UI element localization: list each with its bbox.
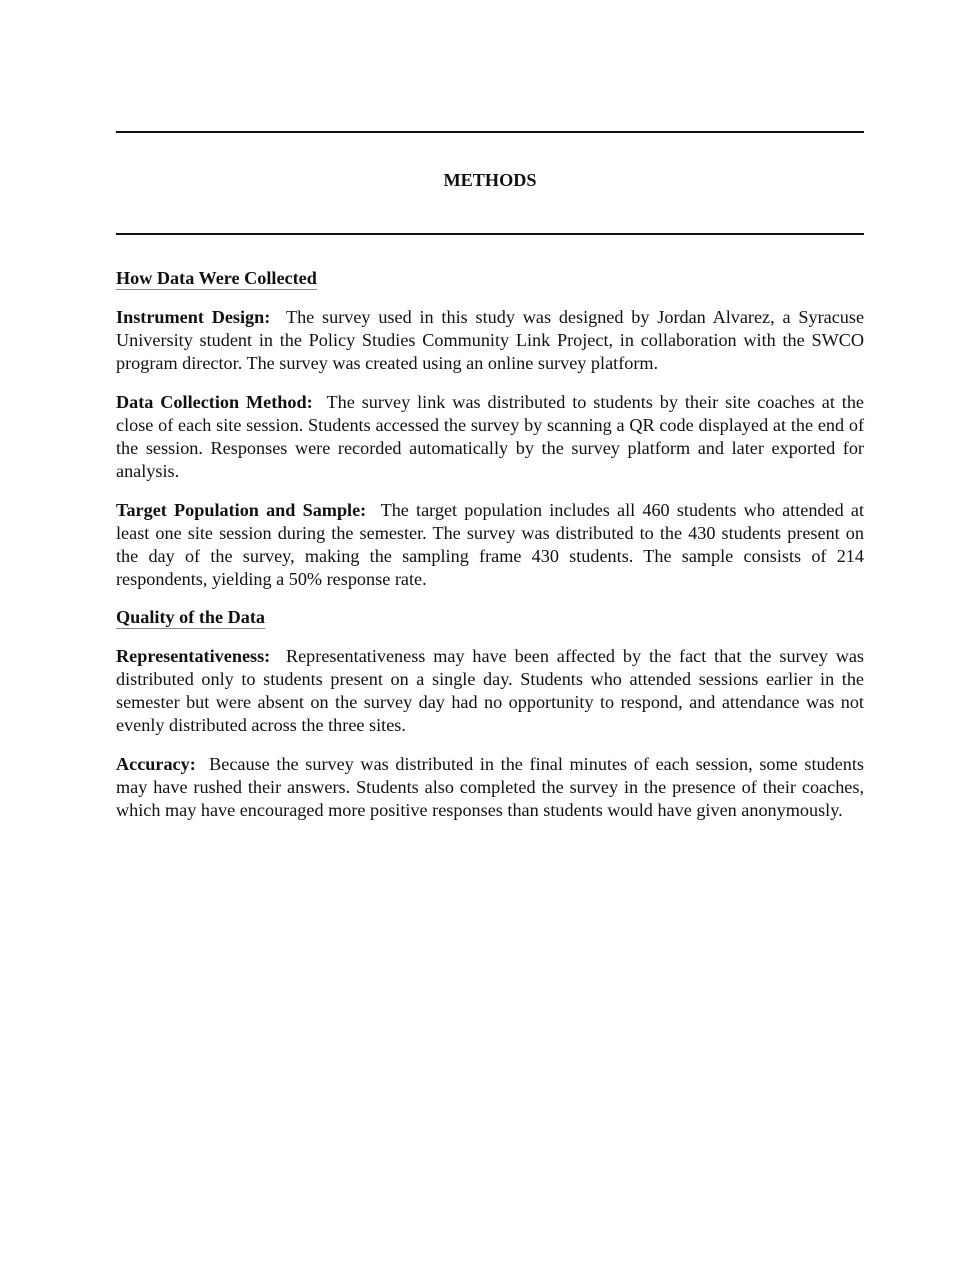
section-how-data-were-collected: [116, 267, 864, 591]
paragraph-lead: Representativeness:: [116, 646, 271, 666]
paragraph-lead: Data Collection Method:: [116, 392, 313, 412]
paragraph-target-population: [116, 499, 864, 591]
section-quality-of-the-data: [116, 606, 864, 822]
section-heading: How Data Were Collected: [116, 268, 317, 288]
paragraph-data-collection-method: [116, 391, 864, 483]
page-title: METHODS: [443, 170, 537, 190]
paragraph-lead: Instrument Design:: [116, 307, 271, 327]
paragraph-lead: Target Population and Sample:: [116, 500, 367, 520]
paragraph-representativeness: [116, 645, 864, 737]
paragraph-accuracy: [116, 753, 864, 822]
top-rule: [116, 131, 864, 133]
document-page: [116, 131, 864, 822]
paragraph-text: The target population includes all 460 students who attended at least one site session during the semester. The survey was distributed to the 430 students present on the day of the survey, making the sampling frame 430 students. The sample consists of 214 respondents, yielding a 50% response rate.: [116, 500, 865, 589]
paragraph-text: Representativeness may have been affected by the fact that the survey was distributed only to students present on a single day. Students who attended sessions earlier in the semester but were absent on the survey day had no opportunity to respond, and attendance was not evenly distributed across the three sites.: [116, 646, 865, 735]
paragraph-instrument-design: [116, 306, 864, 375]
paragraph-lead: Accuracy:: [116, 754, 196, 774]
paragraph-text: The survey link was distributed to students by their site coaches at the close of each site session. Students accessed the survey by scanning a QR code displayed at the end of the session. Responses were recorded automatically by the survey platform and later exported for analysis.: [116, 392, 865, 481]
section-heading: Quality of the Data: [116, 607, 266, 627]
bottom-rule: [116, 233, 864, 235]
paragraph-text: Because the survey was distributed in the final minutes of each session, some students may have rushed their answers. Students also completed the survey in the presence of their coaches, which may have encouraged more positive responses than students would have given anonymously.: [116, 754, 865, 820]
paragraph-text: The survey used in this study was designed by Jordan Alvarez, a Syracuse University student in the Policy Studies Community Link Project, in collaboration with the SWCO program director. The survey was created using an online survey platform.: [116, 307, 865, 373]
